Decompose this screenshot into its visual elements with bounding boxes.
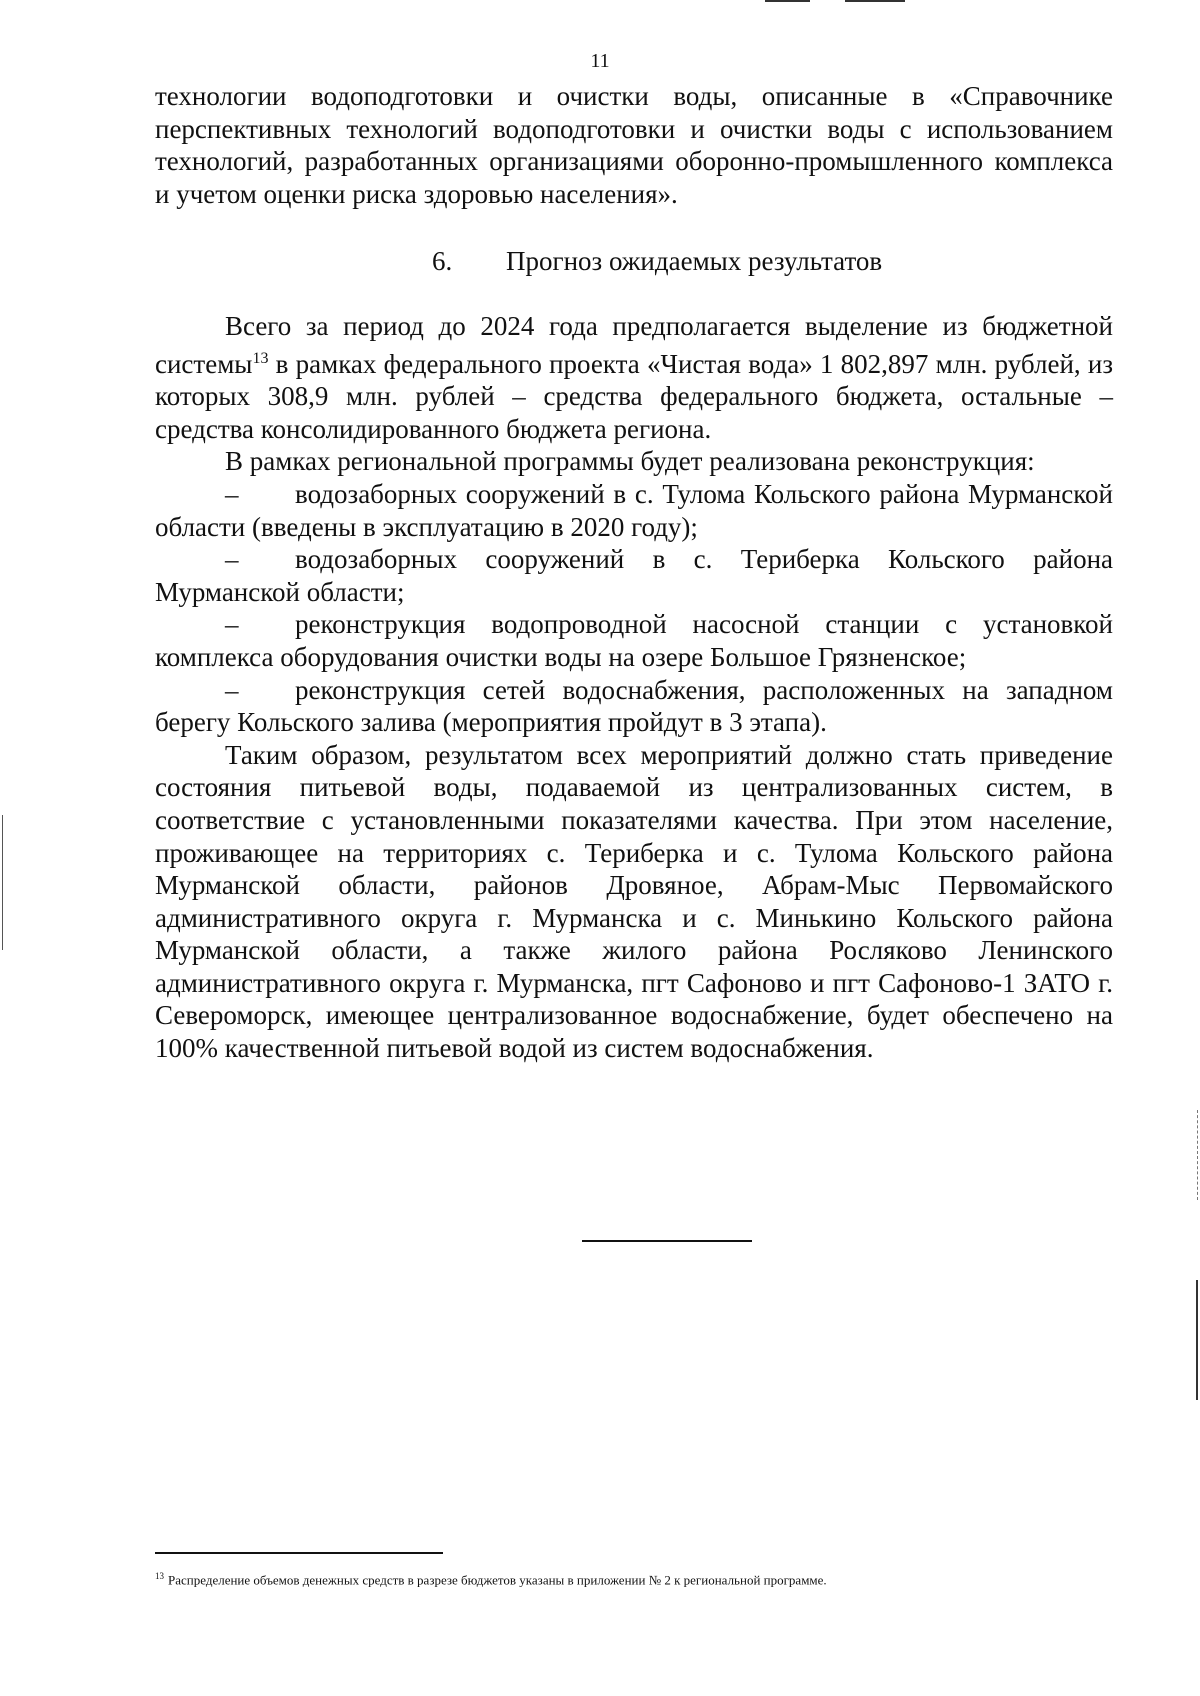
list-item [155,608,1113,673]
footnote-number: 13 [155,1571,164,1581]
list-item-text: реконструкция сетей водоснабжения, расположенных на западном берегу Кольского залива (мероприятия пройдут в 3 этапа). [155,674,1113,738]
funding-paragraph [155,310,1113,445]
scan-mark [1196,1280,1198,1400]
list-item [155,478,1113,543]
section-end-divider [582,1240,752,1242]
funding-text-end: в рамках федерального проекта «Чистая вода» 1 802,897 млн. рублей, из которых 308,9 млн. рублей – средства федерального бюджета, остальные – средства консолидированного бюджета региона. [155,348,1113,444]
list-item [155,543,1113,608]
intro-paragraph: технологии водоподготовки и очистки воды, описанные в «Справочнике перспективных технологий водоподготовки и очистки воды с использованием технологий, разработанных организациями оборонно-промышленного комплекса и учетом оценки риска здоровью населения». [155,81,1113,209]
page-number: 11 [590,50,610,72]
funding-text-start: Всего за период до 2024 года предполагается выделение из бюджетной системы [155,311,1113,379]
list-item [155,674,1113,739]
list-dash: – [225,609,239,640]
scan-mark [1197,1110,1198,1200]
footnote-reference[interactable]: 13 [252,349,269,367]
conclusion-paragraph: Таким образом, результатом всех мероприятий должно стать приведение состояния питьевой воды, подаваемой из централизованных систем, в соответствие с установленными показателями качества. При этом население, проживающее на территориях с. Териберка и с. Тулома Кольского района Мурманской области, районов Дровяное, Абрам-Мыс Первомайского административного округа г. Мурманска и с. Минькино Кольского района Мурманской области, а также жилого района Росляково Ленинского административного округа г. Мурманска, пгт Сафоново и пгт Сафоново-1 ЗАТО г. Североморск, имеющее централизованное водоснабжение, будет обеспечено на 100% качественной питьевой водой из систем водоснабжения. [155,739,1113,1064]
list-dash: – [225,674,239,705]
footnote-separator [155,1552,443,1554]
list-item-text: реконструкция водопроводной насосной станции с установкой комплекса оборудования очистки воды на озере Большое Грязненское; [155,609,1113,672]
section-title: Прогноз ожидаемых результатов [506,246,883,276]
scan-mark [2,815,3,950]
section-body [155,310,1113,1065]
footnote [155,1568,1055,1588]
section-number: 6. [432,246,453,276]
list-dash: – [225,544,239,575]
intro-block [155,80,1113,210]
scan-mark [845,0,905,2]
footnote-text: Распределение объемов денежных средств в разрезе бюджетов указаны в приложении № 2 к региональной программе. [168,1572,827,1588]
scan-mark [765,0,810,2]
list-item-text: водозаборных сооружений в с. Тулома Кольского района Мурманской области (введены в эксплуатацию в 2020 году); [155,478,1113,542]
list-dash: – [225,478,239,509]
program-intro: В рамках региональной программы будет реализована реконструкция: [225,446,1035,477]
list-item-text: водозаборных сооружений в с. Териберка Кольского района Мурманской области; [155,544,1113,607]
